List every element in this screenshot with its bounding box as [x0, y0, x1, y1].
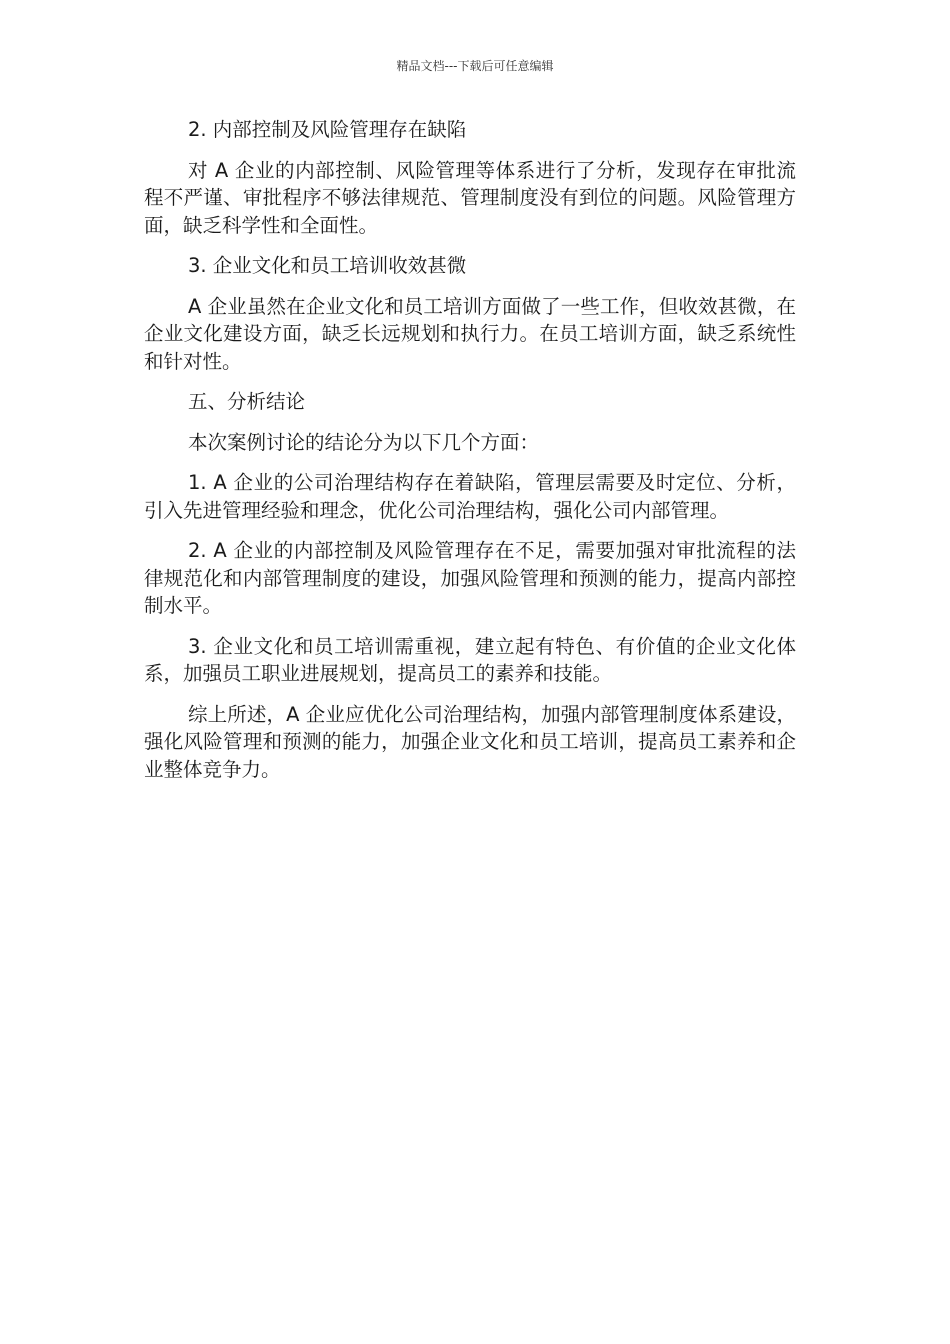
conclusion-item-2: 2. A 企业的内部控制及风险管理存在不足，需要加强对审批流程的法律规范化和内部管理制度的建设，加强风险管理和预测的能力，提高内部控制水平。: [144, 539, 796, 617]
section-heading-conclusion: 五、分析结论: [188, 390, 306, 413]
section-heading-internal-control: 2. 内部控制及风险管理存在缺陷: [188, 118, 467, 141]
document-body: [144, 116, 796, 796]
conclusion-item-1: 1. A 企业的公司治理结构存在着缺陷，管理层需要及时定位、分析，引入先进管理经验和理念，优化公司治理结构，强化公司内部管理。: [144, 471, 796, 522]
paragraph-conclusion-intro: 本次案例讨论的结论分为以下几个方面：: [188, 430, 540, 454]
paragraph-summary: 综上所述，A 企业应优化公司治理结构，加强内部管理制度体系建设，强化风险管理和预测的能力，加强企业文化和员工培训，提高员工素养和企业整体竞争力。: [144, 702, 796, 781]
paragraph-internal-control: 对 A 企业的内部控制、风险管理等体系进行了分析，发现存在审批流程不严谨、审批程序不够法律规范、管理制度没有到位的问题。风险管理方面，缺乏科学性和全面性。: [144, 158, 796, 237]
page-header: 精品文档---下载后可任意编辑: [396, 59, 554, 73]
paragraph-culture-training: A 企业虽然在企业文化和员工培训方面做了一些工作，但收效甚微，在企业文化建设方面，缺乏长远规划和执行力。在员工培训方面，缺乏系统性和针对性。: [144, 294, 796, 373]
conclusion-item-3: 3. 企业文化和员工培训需重视，建立起有特色、有价值的企业文化体系，加强员工职业进展规划，提高员工的素养和技能。: [144, 634, 796, 685]
section-heading-culture-training: 3. 企业文化和员工培训收效甚微: [188, 254, 467, 277]
